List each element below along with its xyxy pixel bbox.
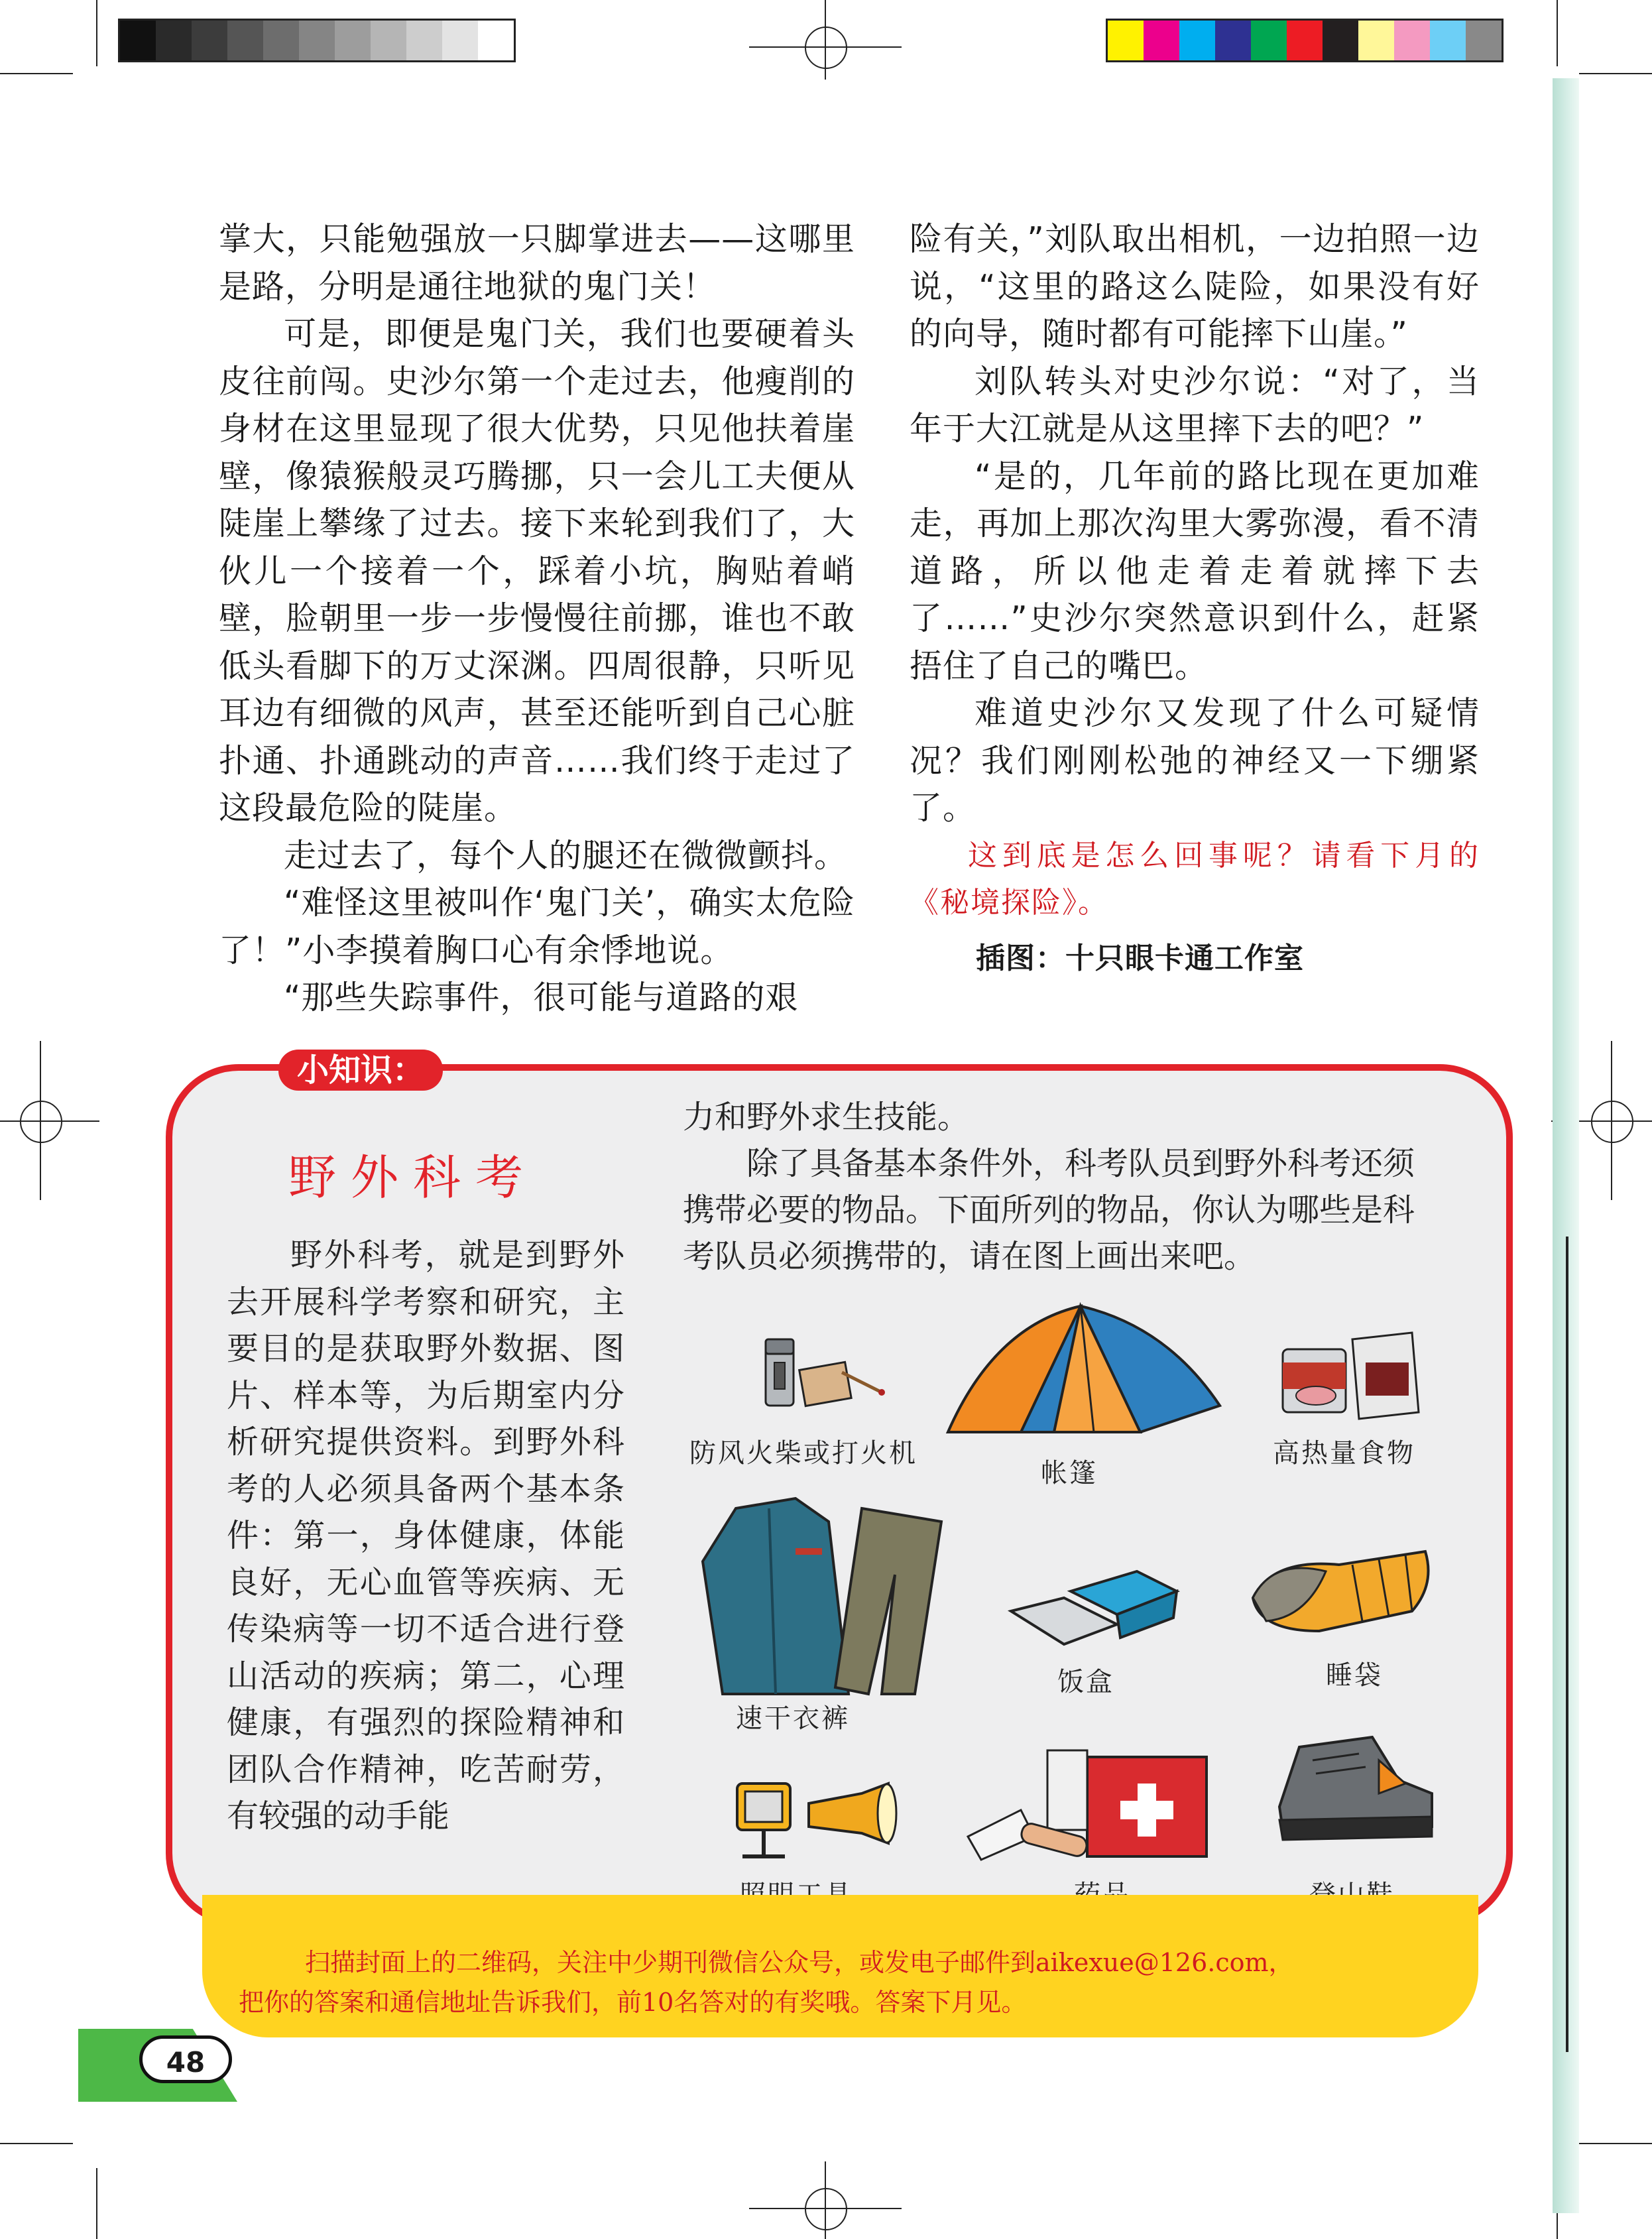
grayscale-swatch bbox=[120, 21, 156, 60]
knowledge-left-text bbox=[227, 1232, 624, 1840]
story-right-column bbox=[910, 215, 1480, 982]
story-left-column bbox=[219, 215, 855, 1022]
grayscale-swatch bbox=[299, 21, 335, 60]
lunchbox-illustration bbox=[1004, 1565, 1183, 1651]
item-label-sleeping-bag: 睡袋 bbox=[1326, 1660, 1383, 1691]
color-swatch bbox=[1287, 21, 1323, 60]
grayscale-swatch bbox=[442, 21, 478, 60]
tent-illustration bbox=[941, 1300, 1226, 1439]
color-swatch bbox=[1108, 21, 1144, 60]
color-swatch bbox=[1323, 21, 1358, 60]
item-label-food: 高热量食物 bbox=[1273, 1438, 1415, 1469]
color-swatch bbox=[1394, 21, 1430, 60]
lighter-matches-illustration bbox=[756, 1333, 888, 1412]
knowledge-title: 野外科考 bbox=[288, 1150, 538, 1205]
grayscale-swatch bbox=[406, 21, 442, 60]
answer-note-line: 扫描封面上的二维码，关注中少期刊微信公众号，或发电子邮件到aikexue@126.com， bbox=[305, 1948, 1294, 1977]
story-paragraph: 险有关，”刘队取出相机，一边拍照一边说，“这里的路这么陡险，如果没有好的向导，随时都有可能摔下山崖。” bbox=[910, 220, 1480, 353]
knowledge-right-text bbox=[683, 1094, 1439, 1280]
item-label-clothes: 速干衣裤 bbox=[736, 1703, 850, 1734]
story-paragraph: 可是，即便是鬼门关，我们也要硬着头皮往前闯。史沙尔第一个走过去，他瘦削的身材在这里显现了很大优势，只见他扶着崖壁，像猿猴般灵巧腾挪，只一会儿工夫便从陡崖上攀缘了过去。接下来轮到我们了，大伙儿一个接着一个，踩着小坑，胸贴着峭壁，脸朝里一步一步慢慢往前挪，谁也不敢低头看脚下的万丈深渊。四周很静，只听见耳边有细微的风声，甚至还能听到自己心脏扑通、扑通跳动的声音……我们终于走过了这段最危险的陡崖。 bbox=[219, 315, 855, 827]
knowledge-paragraph: 野外科考，就是到野外去开展科学考察和研究，主要目的是获取野外数据、图片、样本等，为后期室内分析研究提供资料。到野外科考的人必须具备两个基本条件：第一，身体健康，体能良好，无心血管等疾病、无传染病等一切不适合进行登山活动的疾病；第二，心理健康，有强烈的探险精神和团队合作精神，吃苦耐劳，有较强的动手能 bbox=[227, 1237, 624, 1835]
color-swatch bbox=[1144, 21, 1179, 60]
grayscale-swatch bbox=[335, 21, 371, 60]
item-label-lunchbox: 饭盒 bbox=[1057, 1667, 1114, 1697]
grayscale-swatch bbox=[156, 21, 192, 60]
story-paragraph: 刘队转头对史沙尔说：“对了，当年于大江就是从这里摔下去的吧？” bbox=[910, 362, 1480, 448]
item-label-lighter: 防风火柴或打火机 bbox=[689, 1438, 917, 1469]
color-swatch bbox=[1430, 21, 1466, 60]
hiking-boots-illustration bbox=[1273, 1734, 1439, 1846]
medicine-illustration bbox=[961, 1737, 1213, 1863]
page-edge-line bbox=[1566, 1237, 1568, 2052]
story-paragraph: “难怪这里被叫作‘鬼门关’，确实太危险了！”小李摸着胸口心有余悸地说。 bbox=[219, 884, 855, 969]
grayscale-swatch bbox=[478, 21, 514, 60]
story-paragraph: “那些失踪事件，很可能与道路的艰 bbox=[284, 979, 799, 1016]
answer-note-line: 把你的答案和通信地址告诉我们，前10名答对的有奖哦。答案下月见。 bbox=[239, 1988, 1027, 2017]
color-swatch bbox=[1466, 21, 1502, 60]
lighting-tools-illustration bbox=[729, 1764, 908, 1863]
next-issue-note: 这到底是怎么回事呢？请看下月的《秘境探险》。 bbox=[910, 838, 1480, 920]
color-swatch bbox=[1251, 21, 1287, 60]
story-paragraph: 走过去了，每个人的腿还在微微颤抖。 bbox=[284, 836, 848, 875]
knowledge-tag: 小知识： bbox=[278, 1050, 443, 1091]
knowledge-paragraph: 除了具备基本条件外，科考队员到野外科考还须携带必要的物品。下面所列的物品，你认为哪些是科考队员必须携带的，请在图上画出来吧。 bbox=[683, 1145, 1415, 1275]
food-illustration bbox=[1279, 1326, 1425, 1425]
color-swatch bbox=[1358, 21, 1394, 60]
color-swatch bbox=[1179, 21, 1215, 60]
grayscale-swatch bbox=[192, 21, 227, 60]
story-paragraph: “是的，几年前的路比现在更加难走，再加上那次沟里大雾弥漫，看不清道路，所以他走着走着就摔下去了……”史沙尔突然意识到什么，赶紧捂住了自己的嘴巴。 bbox=[910, 457, 1480, 685]
grayscale-swatch bbox=[227, 21, 263, 60]
knowledge-paragraph: 力和野外求生技能。 bbox=[683, 1099, 970, 1136]
illustration-credit: 插图：十只眼卡通工作室 bbox=[976, 941, 1304, 975]
sleeping-bag-illustration bbox=[1246, 1545, 1439, 1638]
story-paragraph: 难道史沙尔又发现了什么可疑情况？我们刚刚松弛的神经又一下绷紧了。 bbox=[910, 694, 1480, 827]
grayscale-swatch bbox=[371, 21, 406, 60]
color-bar bbox=[1106, 19, 1504, 62]
quick-dry-clothes-illustration bbox=[696, 1495, 955, 1714]
grayscale-bar bbox=[118, 19, 516, 62]
page-number: 48 bbox=[139, 2035, 232, 2083]
grayscale-swatch bbox=[263, 21, 299, 60]
answer-note bbox=[239, 1943, 1472, 2022]
story-paragraph: 掌大，只能勉强放一只脚掌进去——这哪里是路，分明是通往地狱的鬼门关！ bbox=[219, 220, 855, 306]
color-swatch bbox=[1215, 21, 1251, 60]
item-label-tent: 帐篷 bbox=[1041, 1458, 1098, 1488]
